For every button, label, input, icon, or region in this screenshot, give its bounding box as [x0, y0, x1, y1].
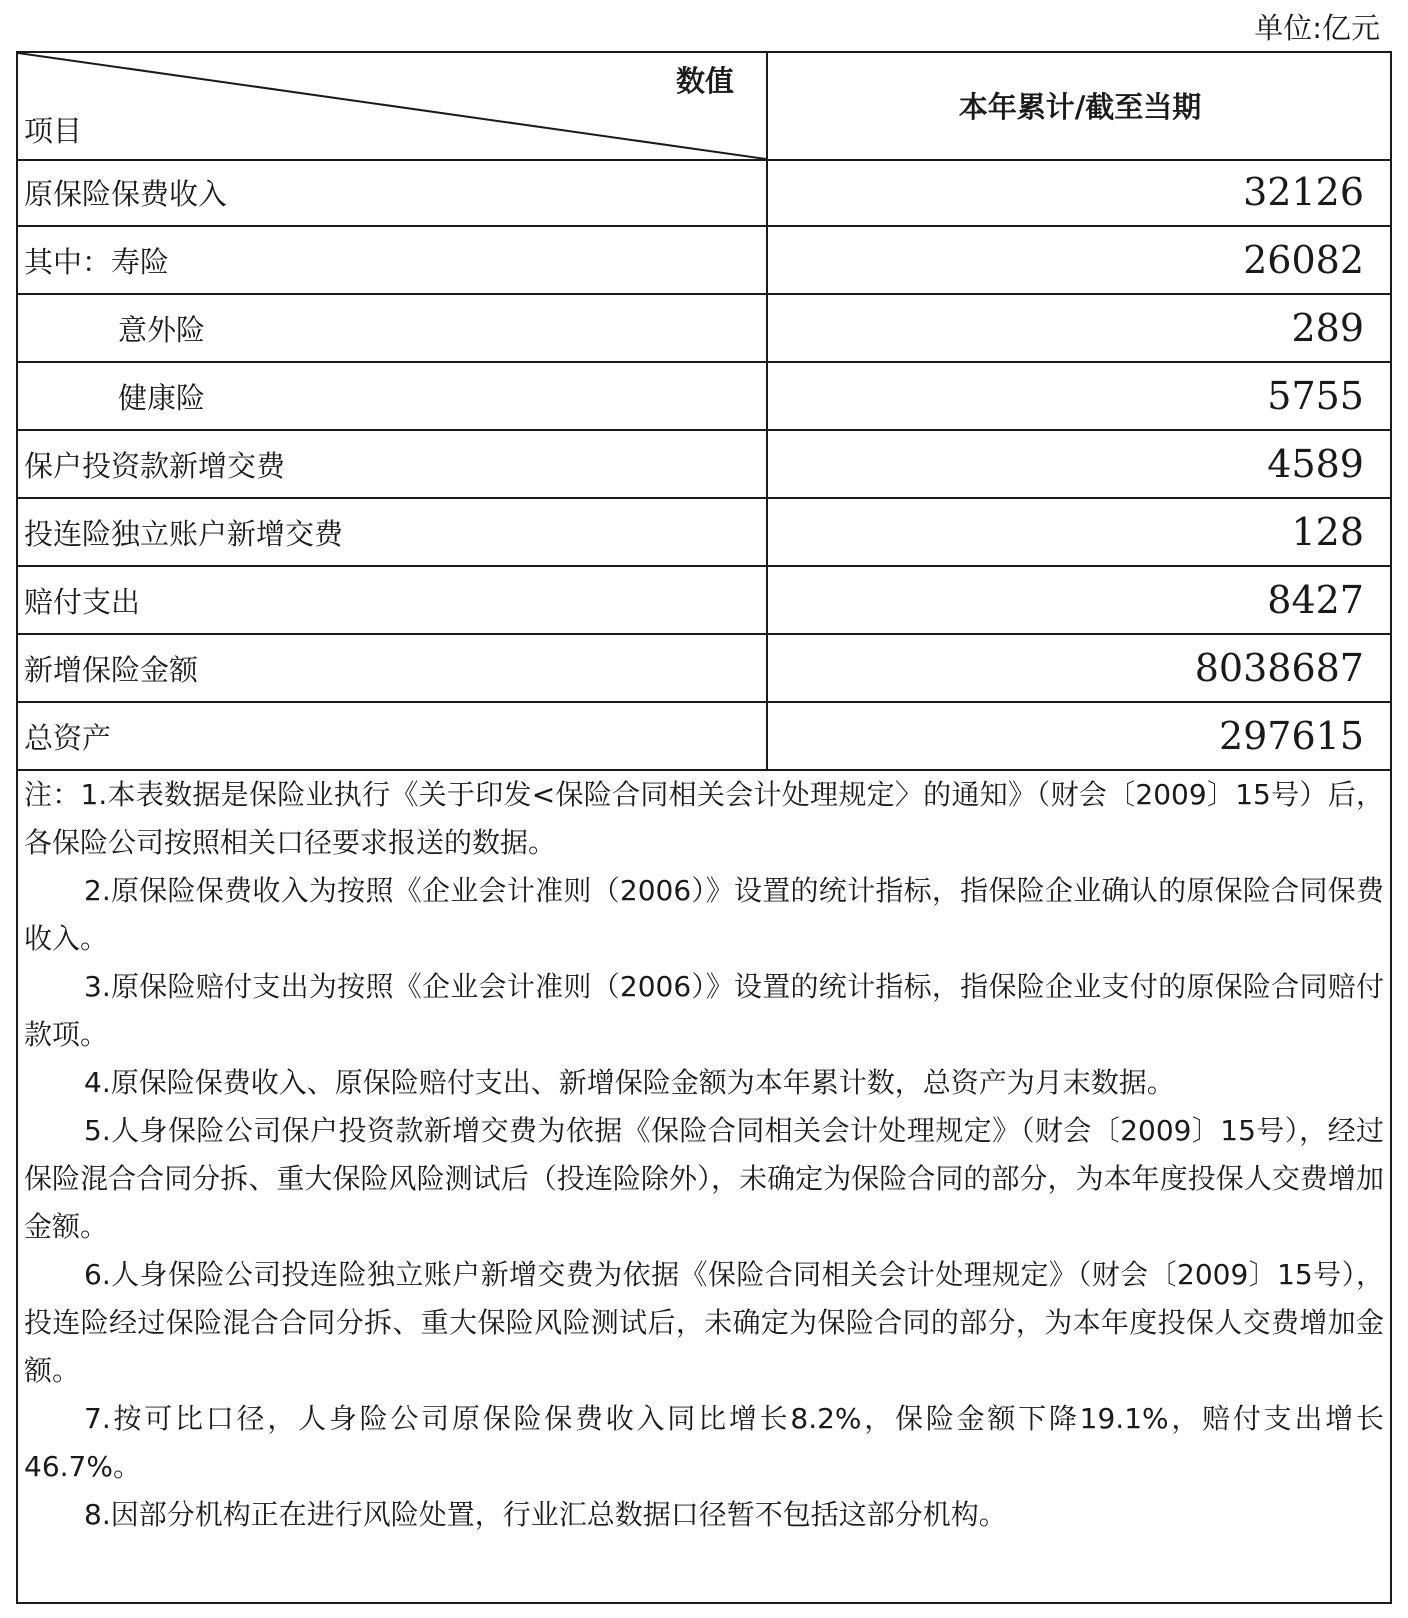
table-notes — [18, 771, 1390, 1539]
header-item-label: 项目 — [24, 114, 83, 148]
row-value: 4589 — [766, 431, 1392, 497]
row-value: 289 — [766, 295, 1392, 361]
header-column-label: 本年累计/截至当期 — [766, 53, 1392, 159]
header-diagonal-line — [18, 53, 766, 159]
header-values-label: 数值 — [676, 64, 735, 98]
note-item: 6.人身保险公司投连险独立账户新增交费为依据《保险合同相关会计处理规定》（财会〔2009〕15号），投连险经过保险混合合同分拆、重大保险风险测试后，未确定为保险合同的部分，为本年度投保人交费增加金额。 — [24, 1258, 1384, 1387]
table-body — [18, 159, 1390, 771]
note-item: 8.因部分机构正在进行风险处置，行业汇总数据口径暂不包括这部分机构。 — [84, 1498, 1007, 1531]
note-item: 5.人身保险公司保户投资款新增交费为依据《保险合同相关会计处理规定》（财会〔2009〕15号），经过保险混合合同分拆、重大保险风险测试后（投连险除外），未确定为保险合同的部分，为本年度投保人交费增加金额。 — [24, 1114, 1384, 1243]
table-row — [18, 295, 1390, 363]
row-value: 8427 — [766, 567, 1392, 633]
row-label: 赔付支出 — [24, 584, 141, 619]
row-label: 投连险独立账户新增交费 — [24, 516, 344, 551]
note-item: 2.原保险保费收入为按照《企业会计准则（2006）》设置的统计指标，指保险企业确认的原保险合同保费收入。 — [24, 874, 1384, 955]
unit-label: 单位:亿元 — [1254, 11, 1380, 45]
row-value: 5755 — [766, 363, 1392, 429]
table-row — [18, 227, 1390, 295]
row-value: 8038687 — [766, 635, 1392, 701]
note-item: 7.按可比口径，人身险公司原保险保费收入同比增长8.2%，保险金额下降19.1%，赔付支出增长46.7%。 — [24, 1402, 1384, 1483]
table-row — [18, 567, 1390, 635]
note-item: 4.原保险保费收入、原保险赔付支出、新增保险金额为本年累计数，总资产为月末数据。 — [84, 1066, 1175, 1099]
table-row — [18, 431, 1390, 499]
row-value: 32126 — [766, 159, 1392, 225]
row-label: 意外险 — [118, 312, 206, 347]
note-item: 3.原保险赔付支出为按照《企业会计准则（2006）》设置的统计指标，指保险企业支付的原保险合同赔付款项。 — [24, 970, 1384, 1051]
row-label: 总资产 — [24, 720, 112, 755]
table-row — [18, 363, 1390, 431]
note-item: 注：1.本表数据是保险业执行《关于印发<保险合同相关会计处理规定〉的通知》（财会〔2009〕15号）后，各保险公司按照相关口径要求报送的数据。 — [24, 778, 1384, 859]
row-label: 原保险保费收入 — [24, 176, 228, 211]
table-row — [18, 499, 1390, 567]
row-value: 26082 — [766, 227, 1392, 293]
table-header — [18, 53, 1390, 161]
table-row — [18, 159, 1390, 227]
row-label: 其中：寿险 — [24, 244, 170, 279]
row-value: 297615 — [766, 703, 1392, 769]
row-value: 128 — [766, 499, 1392, 565]
row-label: 新增保险金额 — [24, 652, 199, 687]
row-label: 保户投资款新增交费 — [24, 448, 286, 483]
statistics-table — [16, 51, 1392, 1604]
row-label: 健康险 — [118, 380, 206, 415]
table-row — [18, 635, 1390, 703]
table-row — [18, 703, 1390, 771]
